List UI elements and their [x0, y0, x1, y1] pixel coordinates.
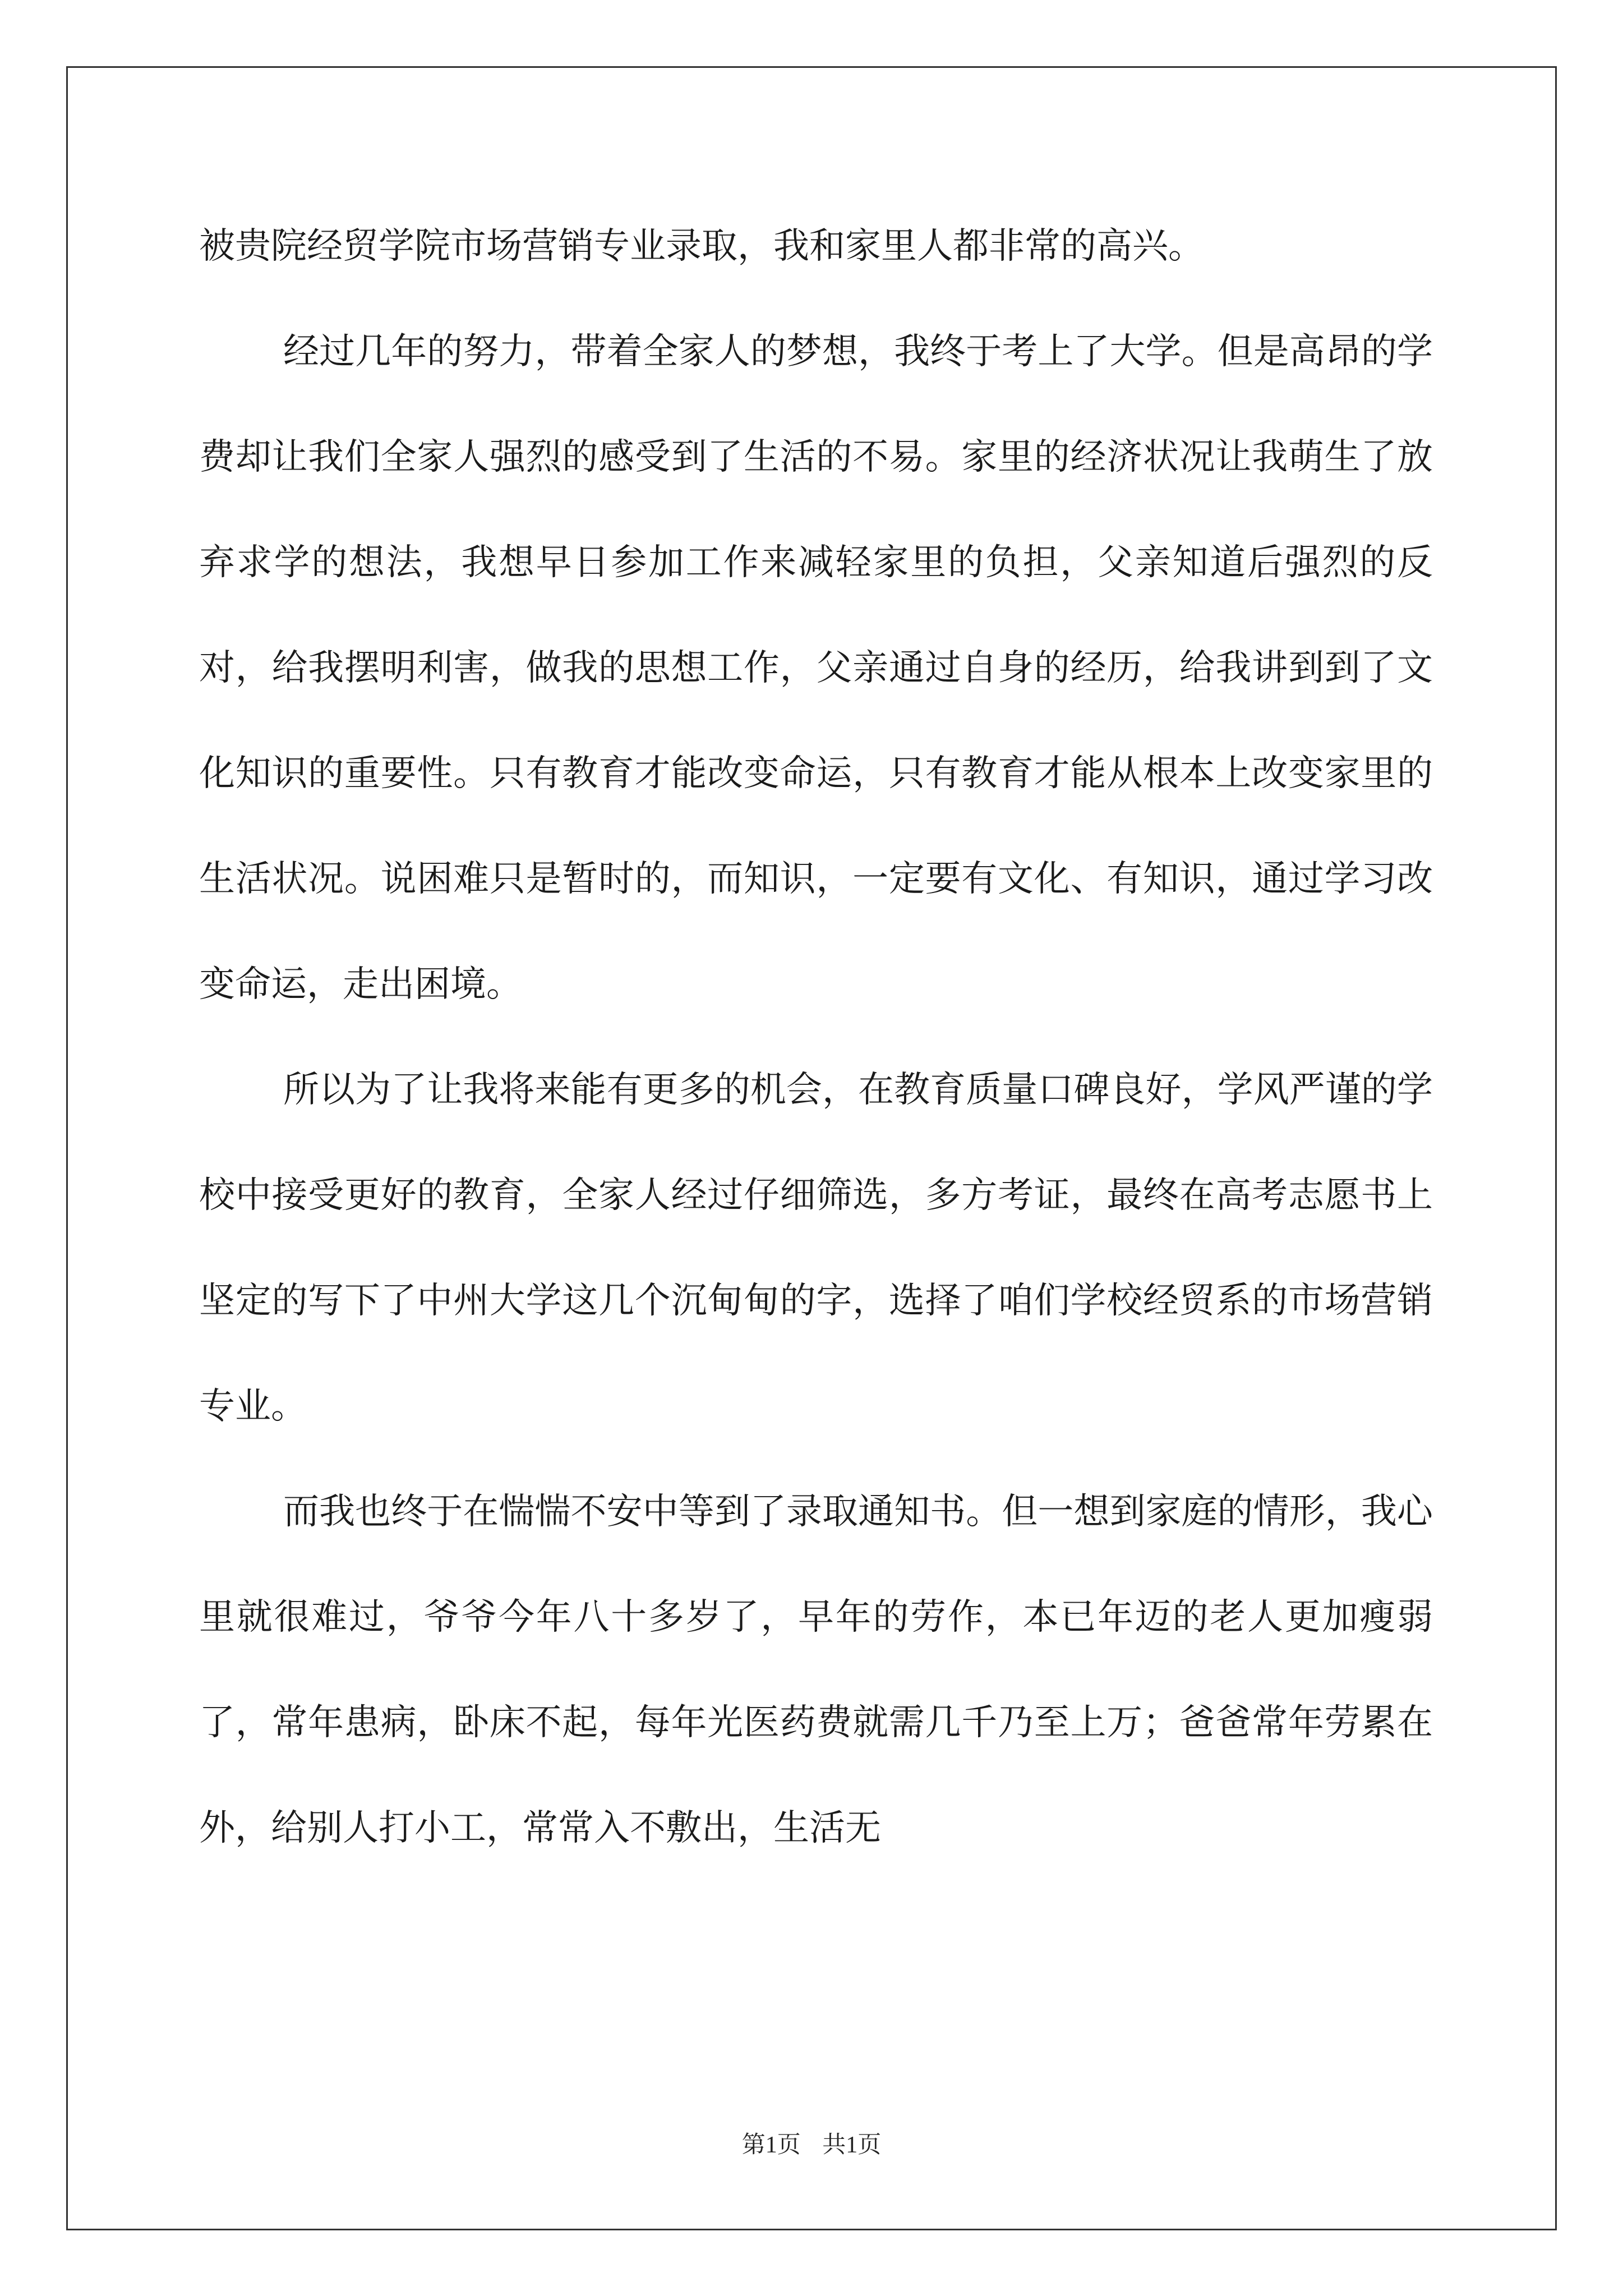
paragraph-3: 所以为了让我将来能有更多的机会，在教育质量口碑良好，学风严谨的学校中接受更好的教育，全家人经过仔细筛选，多方考证，最终在高考志愿书上坚定的写下了中州大学这几个沉甸甸的字，选择了咱们学校经贸系的市场营销专业。	[199, 1069, 1433, 1427]
page-total: 共1页	[822, 2132, 882, 2158]
page-number: 第1页	[741, 2132, 801, 2158]
paragraph-2: 经过几年的努力，带着全家人的梦想，我终于考上了大学。但是高昂的学费却让我们全家人强烈的感受到了生活的不易。家里的经济状况让我萌生了放弃求学的想法，我想早日参加工作来减轻家里的负担，父亲知道后强烈的反对，给我摆明利害，做我的思想工作，父亲通过自身的经历，给我讲到到了文化知识的重要性。只有教育才能改变命运，只有教育才能从根本上改变家里的生活状况。说困难只是暂时的，而知识，一定要有文化、有知识，通过学习改变命运，走出困境。	[199, 331, 1433, 1005]
page-footer	[0, 2126, 1623, 2160]
paragraph-1: 被贵院经贸学院市场营销专业录取，我和家里人都非常的高兴。	[199, 226, 1204, 267]
paragraph-4: 而我也终于在惴惴不安中等到了录取通知书。但一想到家庭的情形，我心里就很难过，爷爷今年八十多岁了，早年的劳作，本已年迈的老人更加瘦弱了，常年患病，卧床不起，每年光医药费就需几千乃至上万；爸爸常年劳累在外，给别人打小工，常常入不敷出，生活无	[199, 1491, 1433, 1849]
document-body	[199, 194, 1433, 1881]
